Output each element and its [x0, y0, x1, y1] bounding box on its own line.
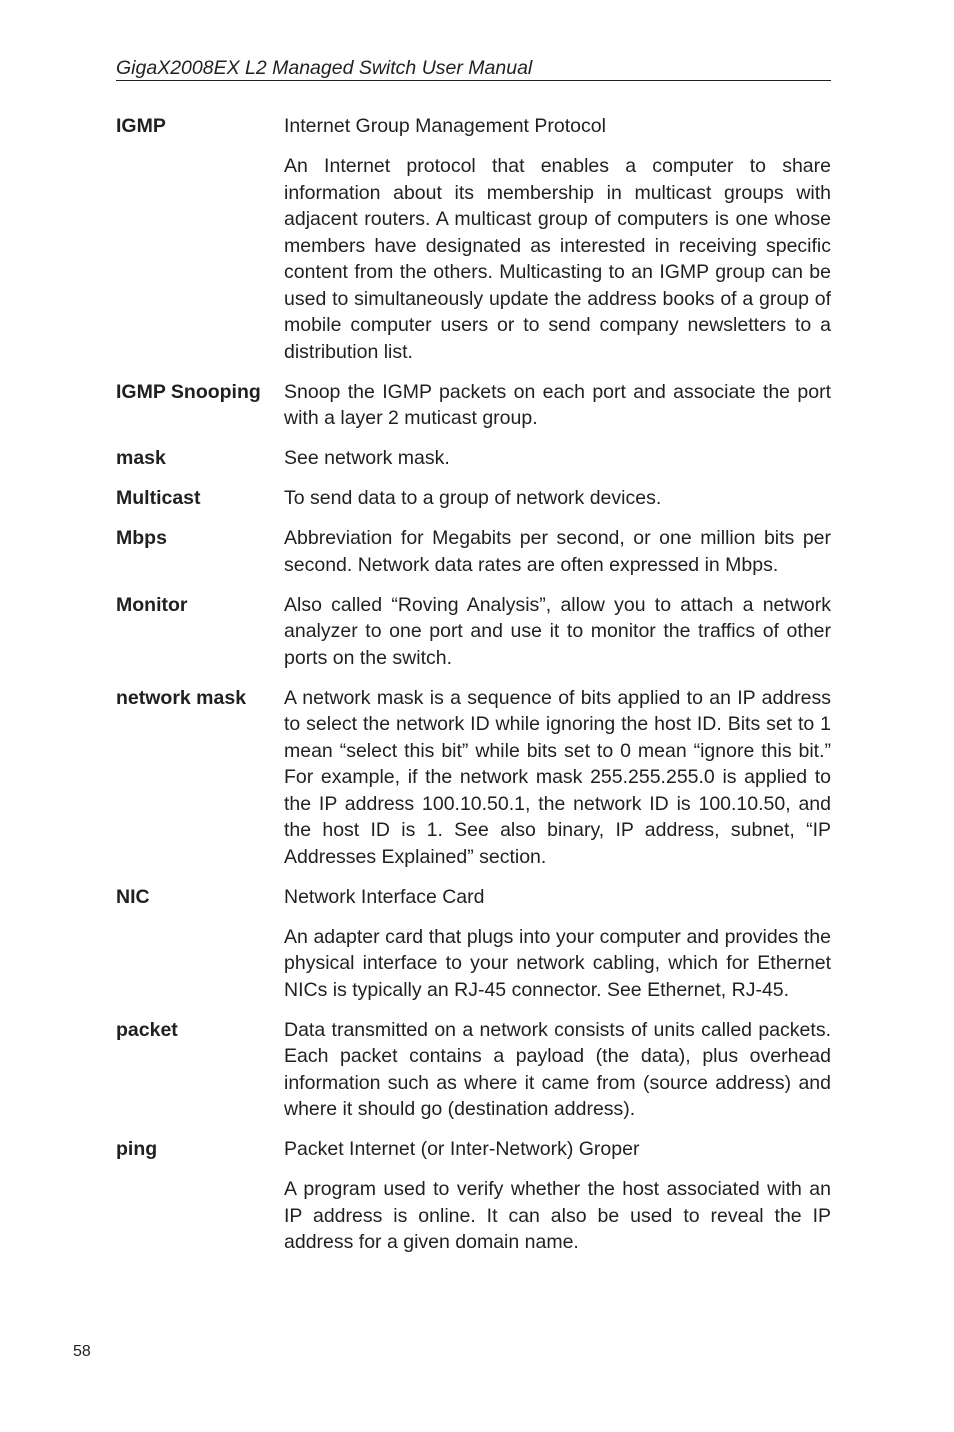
- glossary-entry-monitor: [116, 592, 831, 672]
- glossary-definitions: [284, 485, 831, 512]
- glossary-term: packet: [116, 1018, 178, 1041]
- glossary-definition: Network Interface Card: [284, 885, 485, 908]
- glossary-definition: See network mask.: [284, 447, 450, 469]
- glossary-definitions: [284, 113, 831, 365]
- glossary-definitions: [284, 525, 831, 578]
- glossary-definitions: [284, 592, 831, 672]
- glossary-definitions: [284, 884, 831, 1004]
- glossary-definition: Also called “Roving Analysis”, allow you to attach a network analyzer to one port and use it to monitor the traffics of other ports on the switch.: [284, 593, 831, 669]
- glossary-definition: Data transmitted on a network consists of units called packets. Each packet contains a payload (the data), plus overhead information such as where it came from (source address) and where it should go (destination address).: [284, 1018, 831, 1120]
- glossary-term: Monitor: [116, 593, 188, 616]
- glossary-entry-network-mask: [116, 685, 831, 871]
- glossary-entry-ping: [116, 1136, 831, 1256]
- running-header: [116, 57, 831, 81]
- glossary-definitions: [284, 685, 831, 871]
- glossary-entry-mbps: [116, 525, 831, 578]
- glossary-term: mask: [116, 447, 166, 469]
- glossary-definition: A program used to verify whether the host associated with an IP address is online. It can also be used to reveal the IP address for a given domain name.: [284, 1178, 831, 1253]
- page-number: 58: [73, 1343, 91, 1360]
- glossary-entry-packet: [116, 1017, 831, 1123]
- glossary-term: network mask: [116, 686, 247, 709]
- glossary-definition: A network mask is a sequence of bits applied to an IP address to select the network ID while ignoring the host ID. Bits set to 1 mean “select this bit” while bits set to 0 mean “ignore this bit.” For example, if the network mask 255.255.255.0 is applied to the IP address 100.10.50.1, the network ID is 100.10.50, and the host ID is 1. See also binary, IP address, subnet, “IP Addresses Explained” section.: [284, 686, 831, 868]
- glossary-term: Multicast: [116, 487, 201, 509]
- glossary-definitions: [284, 445, 831, 472]
- glossary-definitions: [284, 379, 831, 432]
- glossary-term: Mbps: [116, 527, 167, 549]
- glossary-definitions: [284, 1017, 831, 1123]
- glossary-entry-mask: [116, 445, 831, 472]
- glossary-term: IGMP: [116, 115, 166, 137]
- glossary-definition: Snoop the IGMP packets on each port and associate the port with a layer 2 muticast group.: [284, 380, 831, 429]
- glossary-definition: To send data to a group of network devices.: [284, 487, 662, 509]
- glossary-definition: An Internet protocol that enables a computer to share information about its membership in multicast groups with adjacent routers. A multicast group of computers is one whose members have designated as interested in receiving specific content from the others. Multicasting to an IGMP group can be used to simultaneously update the address books of a group of mobile computer users or to send company newsletters to a distribution list.: [284, 155, 831, 363]
- glossary-definition: Abbreviation for Megabits per second, or one million bits per second. Network data rates are often expressed in Mbps.: [284, 527, 831, 576]
- glossary-term: IGMP Snooping: [116, 380, 261, 403]
- glossary-entry-igmp-snooping: [116, 379, 831, 432]
- glossary-entry-nic: [116, 884, 831, 1004]
- glossary-definition: Packet Internet (or Inter-Network) Groper: [284, 1138, 640, 1160]
- glossary-entry-igmp: [116, 113, 831, 365]
- glossary-term: ping: [116, 1138, 158, 1160]
- glossary-entry-multicast: [116, 485, 831, 512]
- manual-title: GigaX2008EX L2 Managed Switch User Manual: [116, 57, 533, 79]
- glossary-definitions: [284, 1136, 831, 1256]
- glossary-list: [116, 113, 831, 1269]
- glossary-definition: An adapter card that plugs into your computer and provides the physical interface to your network cabling, which for Ethernet NICs is typically an RJ-45 connector. See Ethernet, RJ-45.: [284, 925, 831, 1001]
- glossary-definition: Internet Group Management Protocol: [284, 115, 606, 137]
- glossary-term: NIC: [116, 885, 150, 908]
